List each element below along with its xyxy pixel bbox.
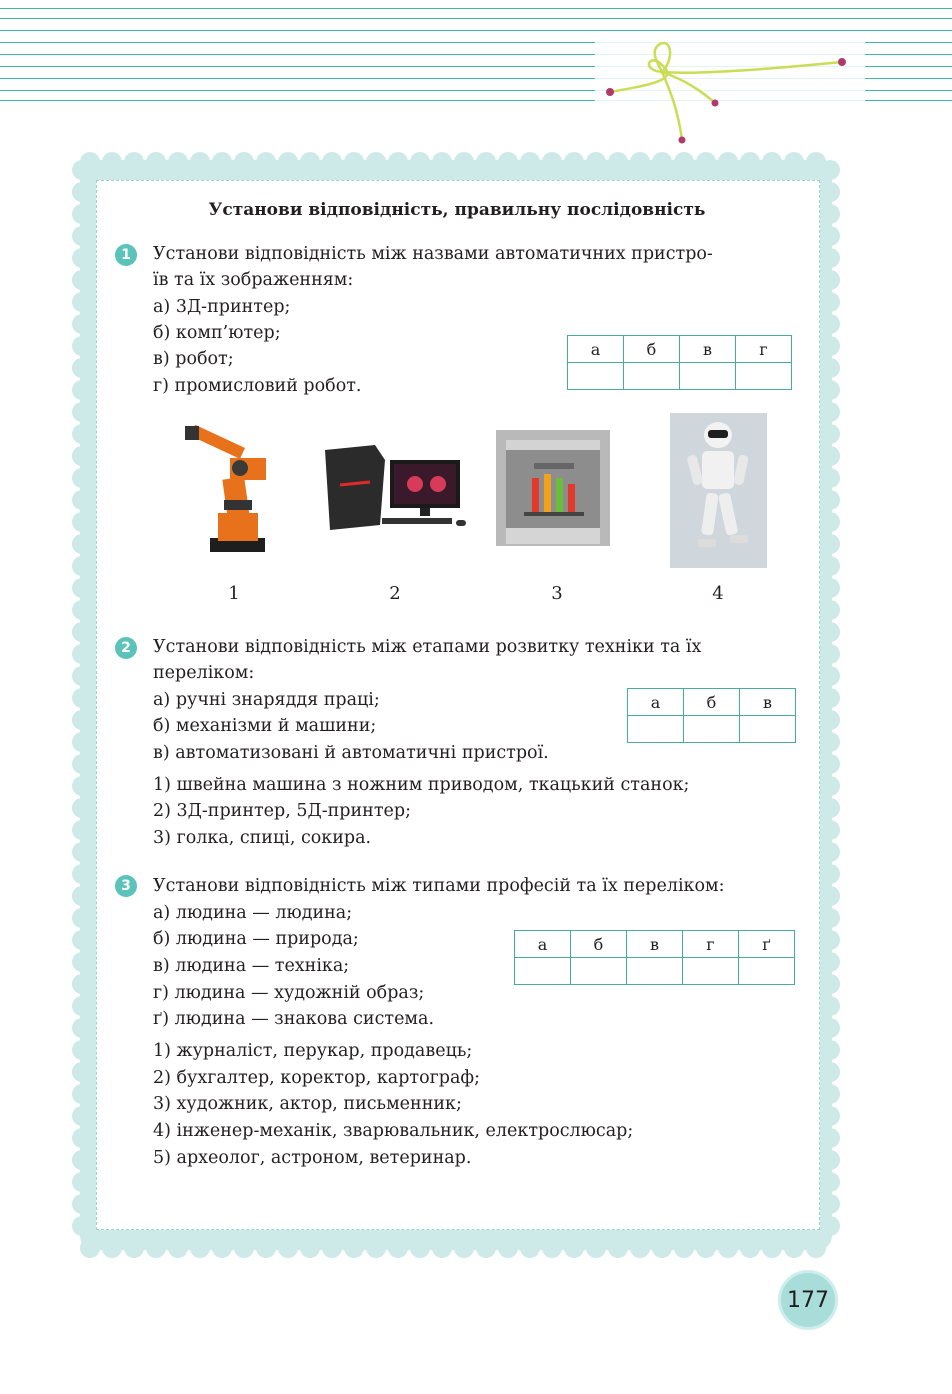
q3-item: 5) археолог, астроном, ветеринар. bbox=[153, 1148, 472, 1168]
answer-header: б bbox=[624, 336, 680, 363]
answer-cell[interactable] bbox=[568, 363, 624, 390]
image-label-2: 2 bbox=[389, 583, 401, 604]
q1-prompt-line1: Установи відповідність між назвами автоматичних пристро- bbox=[153, 244, 713, 264]
q3-item: 2) бухгалтер, коректор, картограф; bbox=[153, 1068, 481, 1088]
q3-option: в) людина — техніка; bbox=[153, 956, 350, 976]
q3-option: г) людина — художній образ; bbox=[153, 983, 425, 1003]
image-label-4: 4 bbox=[712, 583, 724, 604]
q2-option: в) автоматизовані й автоматичні пристрої. bbox=[153, 743, 549, 763]
q3-item: 4) інженер-механік, зварювальник, електрослюсар; bbox=[153, 1121, 634, 1141]
answer-cell[interactable] bbox=[571, 958, 627, 985]
computer-image bbox=[320, 440, 470, 535]
q1-option: г) промисловий робот. bbox=[153, 376, 362, 396]
q3-option: а) людина — людина; bbox=[153, 903, 353, 923]
q3-answer-table bbox=[514, 930, 795, 985]
answer-header: а bbox=[628, 689, 684, 716]
page-number: 177 bbox=[778, 1270, 838, 1330]
question-number-3: 3 bbox=[115, 875, 137, 897]
answer-cell[interactable] bbox=[683, 958, 739, 985]
q3-prompt: Установи відповідність між типами професій та їх переліком: bbox=[153, 876, 725, 896]
answer-header: в bbox=[627, 931, 683, 958]
industrial-robot-arm-image bbox=[180, 418, 280, 558]
answer-header: ґ bbox=[739, 931, 795, 958]
answer-header: а bbox=[515, 931, 571, 958]
answer-header: г bbox=[736, 336, 792, 363]
q1-option: а) 3Д-принтер; bbox=[153, 297, 291, 317]
answer-header: в bbox=[680, 336, 736, 363]
3d-printer-image bbox=[494, 428, 612, 548]
q1-prompt-line2: їв та їх зображенням: bbox=[153, 270, 354, 290]
answer-cell[interactable] bbox=[740, 716, 796, 743]
q1-option: в) робот; bbox=[153, 349, 234, 369]
image-label-1: 1 bbox=[228, 583, 240, 604]
answer-header: г bbox=[683, 931, 739, 958]
question-number-1: 1 bbox=[115, 244, 137, 266]
answer-header: б bbox=[684, 689, 740, 716]
q2-prompt-line2: переліком: bbox=[153, 663, 255, 683]
humanoid-robot-image bbox=[670, 413, 767, 568]
q2-option: б) механізми й машини; bbox=[153, 716, 377, 736]
q3-option: б) людина — природа; bbox=[153, 929, 359, 949]
q3-item: 3) художник, актор, письменник; bbox=[153, 1094, 462, 1114]
q2-item: 1) швейна машина з ножним приводом, ткацький станок; bbox=[153, 775, 690, 795]
answer-cell[interactable] bbox=[680, 363, 736, 390]
answer-header: в bbox=[740, 689, 796, 716]
answer-cell[interactable] bbox=[739, 958, 795, 985]
section-heading: Установи відповідність, правильну послідовність bbox=[208, 200, 706, 220]
answer-cell[interactable] bbox=[684, 716, 740, 743]
ribbon-bow-icon bbox=[590, 30, 870, 160]
q1-answer-table bbox=[567, 335, 792, 390]
q2-item: 2) 3Д-принтер, 5Д-принтер; bbox=[153, 801, 411, 821]
answer-cell[interactable] bbox=[627, 958, 683, 985]
answer-cell[interactable] bbox=[736, 363, 792, 390]
q2-item: 3) голка, спиці, сокира. bbox=[153, 828, 372, 848]
answer-cell[interactable] bbox=[624, 363, 680, 390]
answer-header: а bbox=[568, 336, 624, 363]
answer-header: б bbox=[571, 931, 627, 958]
q2-option: а) ручні знаряддя праці; bbox=[153, 690, 380, 710]
q3-item: 1) журналіст, перукар, продавець; bbox=[153, 1041, 473, 1061]
image-label-3: 3 bbox=[551, 583, 563, 604]
question-number-2: 2 bbox=[115, 637, 137, 659]
q2-answer-table bbox=[627, 688, 796, 743]
answer-cell[interactable] bbox=[628, 716, 684, 743]
q3-option: ґ) людина — знакова система. bbox=[153, 1009, 435, 1029]
answer-cell[interactable] bbox=[515, 958, 571, 985]
q2-prompt-line1: Установи відповідність між етапами розвитку техніки та їх bbox=[153, 637, 702, 657]
q1-option: б) комп’ютер; bbox=[153, 323, 281, 343]
